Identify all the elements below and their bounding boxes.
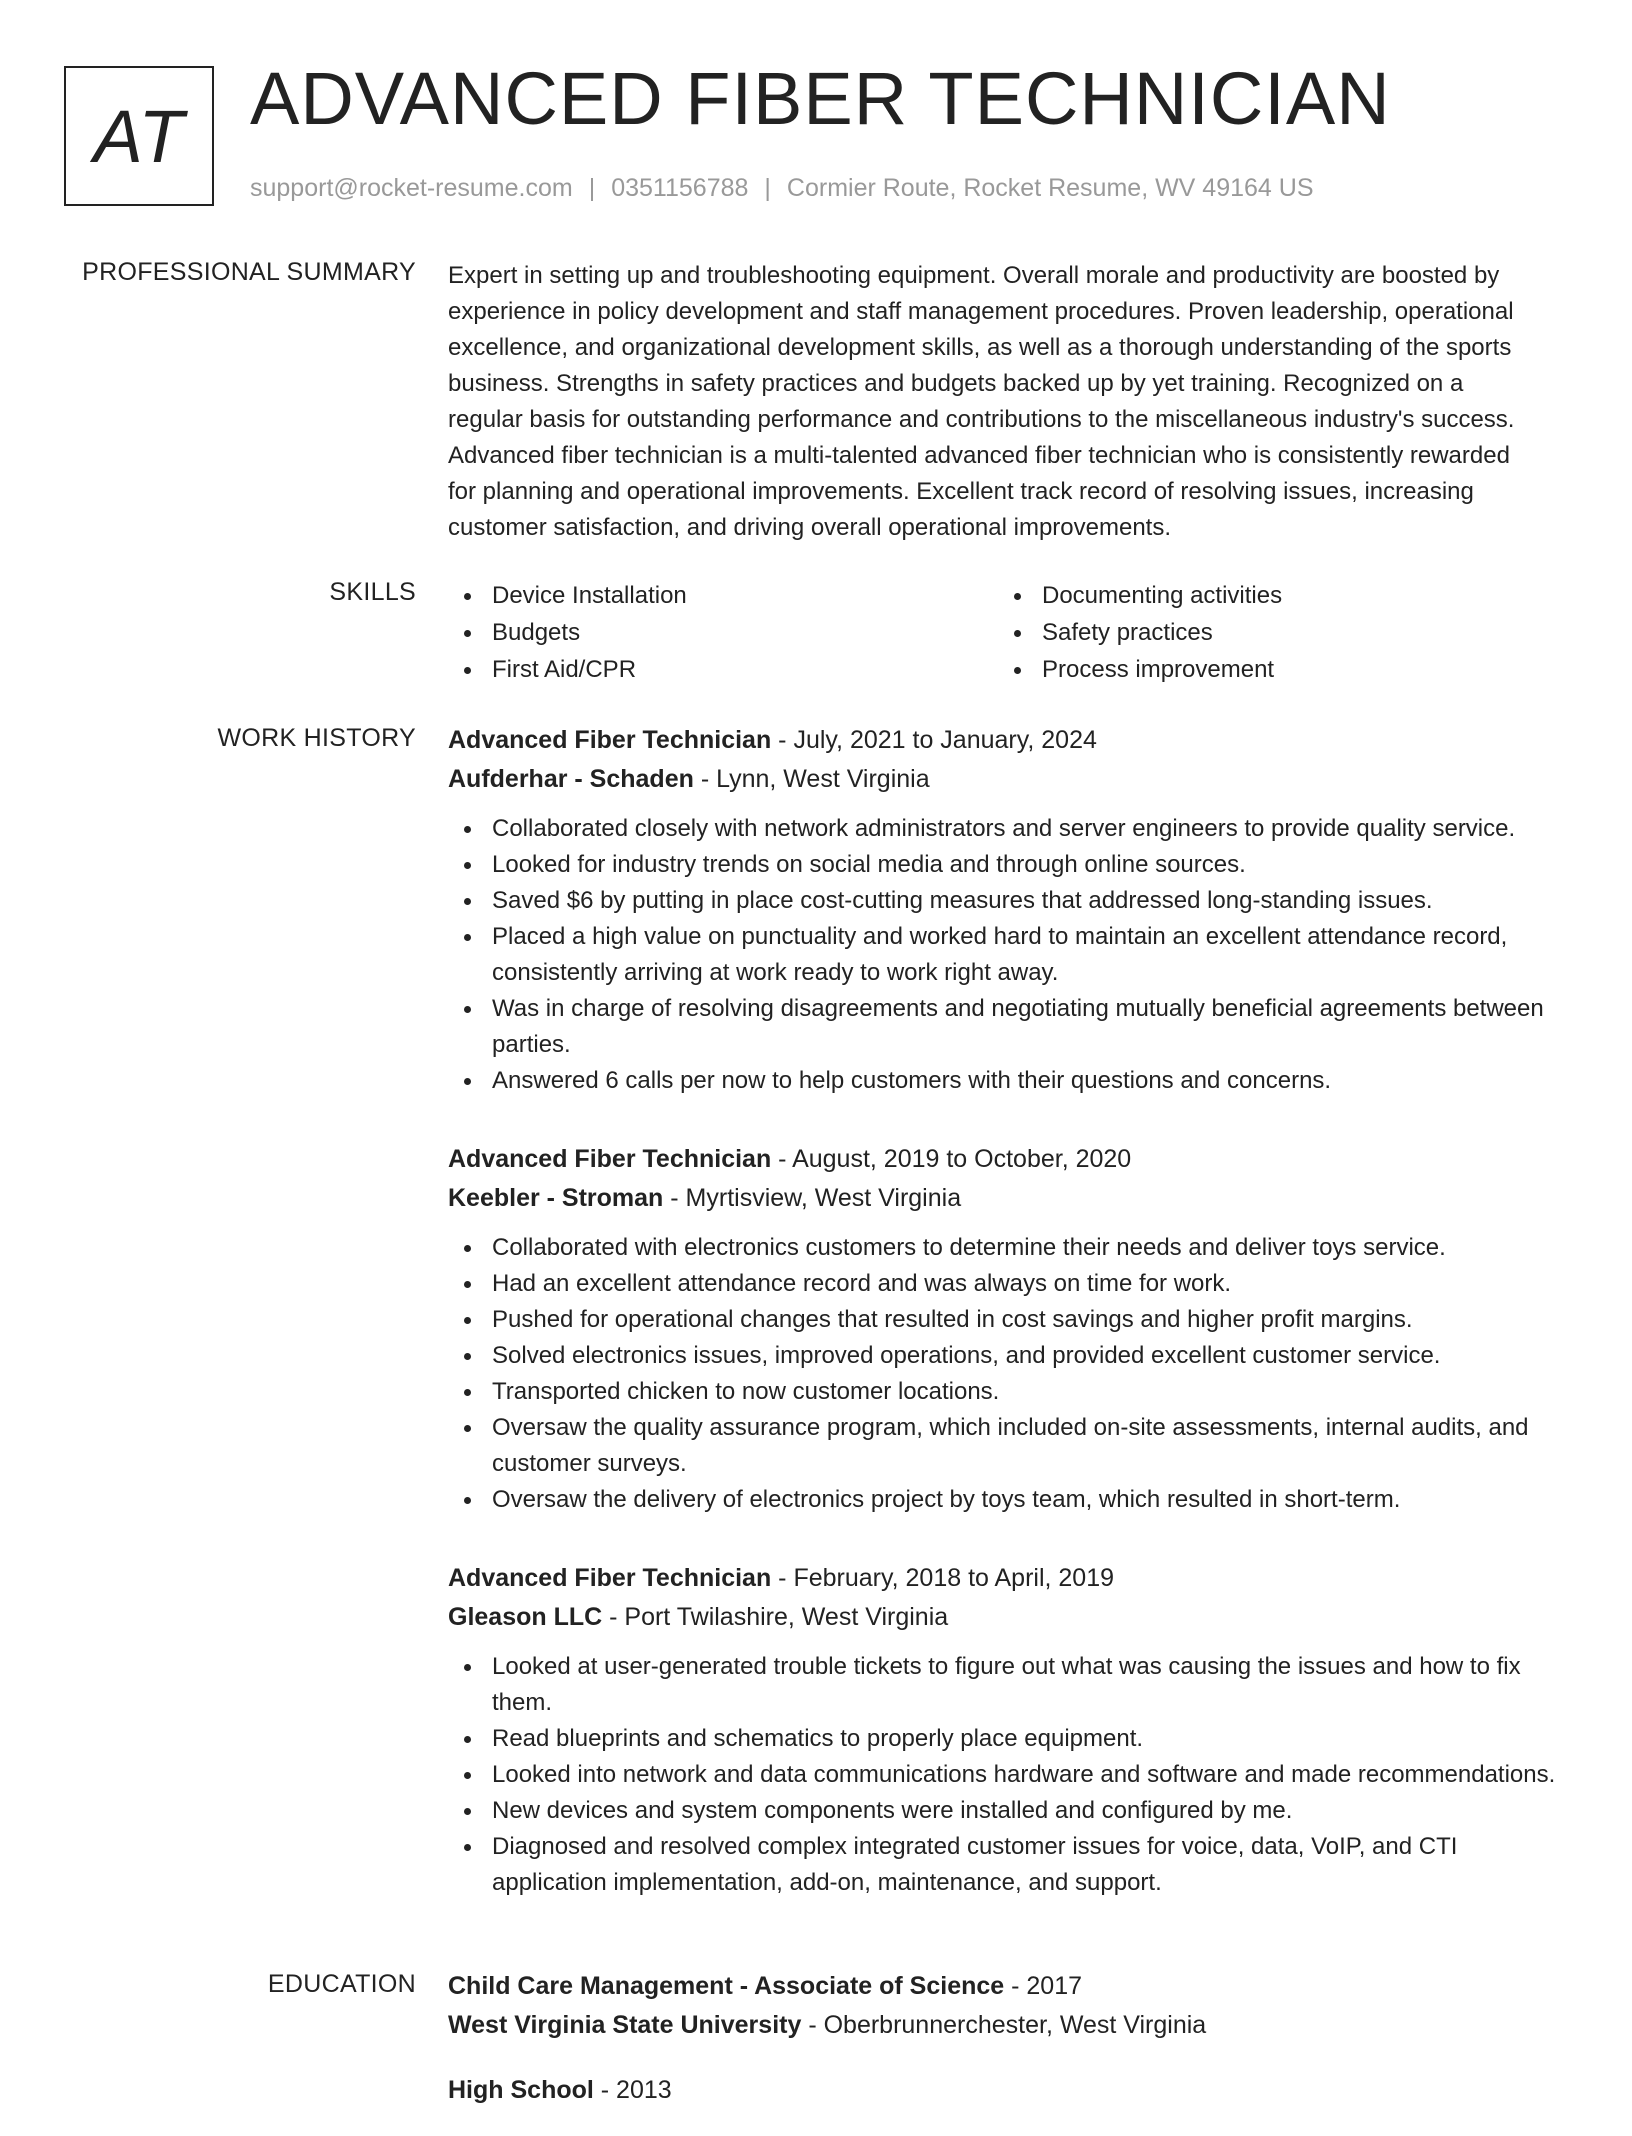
contact-email: support@rocket-resume.com [250, 174, 573, 202]
job-dates: - August, 2019 to October, 2020 [771, 1145, 1132, 1173]
graduation-year: - 2017 [1004, 1972, 1083, 2000]
summary-line: customer satisfaction, and driving overall operational improvements. [448, 514, 1172, 541]
contact-line [250, 174, 1314, 203]
job-title-line [448, 1559, 1573, 1598]
job-bullet: Looked into network and data communications hardware and software and made recommendations. [448, 1757, 1573, 1793]
job-title: Advanced Fiber Technician [448, 726, 772, 754]
initials-monogram: AT [64, 66, 214, 206]
job-bullet: Saved $6 by putting in place cost-cutting measures that addressed long-standing issues. [448, 883, 1573, 919]
summary-text [448, 258, 1573, 546]
skill-item: Budgets [448, 615, 998, 651]
skill-item: Process improvement [998, 652, 1548, 688]
summary-line: excellence, and organizational development skills, as well as a thorough understanding of the sports [448, 334, 1512, 361]
job-title: Advanced Fiber Technician [448, 1564, 772, 1592]
summary-line: business. Strengths in safety practices and budgets backed up by yet training. Recognized on a [448, 370, 1464, 397]
degree: High School [448, 2076, 594, 2104]
education-list [448, 1967, 1573, 2136]
job-bullets [448, 1230, 1573, 1518]
job-bullet: Transported chicken to now customer locations. [448, 1374, 1573, 1410]
job-entry [448, 1140, 1573, 1518]
job-bullet: Looked for industry trends on social media and through online sources. [448, 847, 1573, 883]
page-title: ADVANCED FIBER TECHNICIAN [250, 57, 1391, 140]
job-bullets [448, 811, 1573, 1099]
school-line [448, 2006, 1573, 2045]
job-entry [448, 721, 1573, 1099]
job-bullets [448, 1649, 1573, 1901]
skills-heading: SKILLS [329, 578, 416, 606]
job-bullet: Diagnosed and resolved complex integrated customer issues for voice, data, VoIP, and CTI application implementation, add-on, maintenance, and support. [448, 1829, 1573, 1901]
summary-line: Expert in setting up and troubleshooting equipment. Overall morale and productivity are boosted by [448, 262, 1500, 289]
school-location: - Oberbrunnerchester, West Virginia [801, 2011, 1207, 2039]
job-bullet: Had an excellent attendance record and was always on time for work. [448, 1266, 1573, 1302]
degree-line [448, 1967, 1573, 2006]
job-bullet: Was in charge of resolving disagreements and negotiating mutually beneficial agreements between parties. [448, 991, 1573, 1063]
contact-phone: 0351156788 [611, 174, 749, 202]
job-location: - Myrtisview, West Virginia [663, 1184, 962, 1212]
job-entry [448, 1559, 1573, 1901]
job-bullet: Collaborated closely with network administrators and server engineers to provide quality service. [448, 811, 1573, 847]
job-bullet: Placed a high value on punctuality and worked hard to maintain an excellent attendance record, consistently arriving at work ready to work right away. [448, 919, 1573, 991]
summary-line: experience in policy development and staff management procedures. Proven leadership, operational [448, 298, 1514, 325]
job-company-line [448, 1179, 1573, 1218]
job-dates: - February, 2018 to April, 2019 [771, 1564, 1115, 1592]
resume-header [64, 57, 1572, 210]
job-bullet: Oversaw the quality assurance program, which included on-site assessments, internal audits, and customer surveys. [448, 1410, 1573, 1482]
contact-separator: | [588, 174, 596, 202]
job-company: Gleason LLC [448, 1603, 603, 1631]
skill-item: Device Installation [448, 578, 998, 614]
job-title: Advanced Fiber Technician [448, 1145, 772, 1173]
summary-line: regular basis for outstanding performance and contributions to the miscellaneous industry's success. [448, 406, 1515, 433]
skills-list [448, 578, 1573, 688]
school: West Virginia State University [448, 2011, 802, 2039]
job-company: Aufderhar - Schaden [448, 765, 694, 793]
skill-item: Safety practices [998, 615, 1548, 651]
degree-line [448, 2071, 1573, 2110]
job-dates: - July, 2021 to January, 2024 [771, 726, 1097, 754]
work-history-heading: WORK HISTORY [217, 724, 416, 752]
job-bullet: Answered 6 calls per now to help customers with their questions and concerns. [448, 1063, 1573, 1099]
job-company: Keebler - Stroman [448, 1184, 664, 1212]
job-company-line [448, 760, 1573, 799]
job-bullet: Pushed for operational changes that resulted in cost savings and higher profit margins. [448, 1302, 1573, 1338]
work-history-list [448, 721, 1573, 1942]
summary-line: for planning and operational improvements. Excellent track record of resolving issues, increasing [448, 478, 1474, 505]
contact-address: Cormier Route, Rocket Resume, WV 49164 US [786, 174, 1314, 202]
job-bullet: Solved electronics issues, improved operations, and provided excellent customer service. [448, 1338, 1573, 1374]
skill-item: First Aid/CPR [448, 652, 998, 688]
job-company-line [448, 1598, 1573, 1637]
education-entry [448, 1967, 1573, 2045]
job-title-line [448, 1140, 1573, 1179]
skill-item: Documenting activities [998, 578, 1548, 614]
job-bullet: Looked at user-generated trouble tickets to figure out what was causing the issues and how to fix them. [448, 1649, 1573, 1721]
contact-separator: | [764, 174, 771, 202]
summary-heading: PROFESSIONAL SUMMARY [82, 258, 416, 286]
job-bullet: Read blueprints and schematics to properly place equipment. [448, 1721, 1573, 1757]
graduation-year: - 2013 [593, 2076, 672, 2104]
job-bullet: Oversaw the delivery of electronics project by toys team, which resulted in short-term. [448, 1482, 1573, 1518]
summary-line: Advanced fiber technician is a multi-talented advanced fiber technician who is consistently rewarded [448, 442, 1510, 469]
job-location: - Lynn, West Virginia [693, 765, 930, 793]
degree: Child Care Management - Associate of Science [448, 1972, 1005, 2000]
job-title-line [448, 721, 1573, 760]
job-bullet: New devices and system components were installed and configured by me. [448, 1793, 1573, 1829]
job-location: - Port Twilashire, West Virginia [602, 1603, 949, 1631]
job-bullet: Collaborated with electronics customers to determine their needs and deliver toys service. [448, 1230, 1573, 1266]
education-entry [448, 2071, 1573, 2110]
education-heading: EDUCATION [267, 1970, 416, 1998]
